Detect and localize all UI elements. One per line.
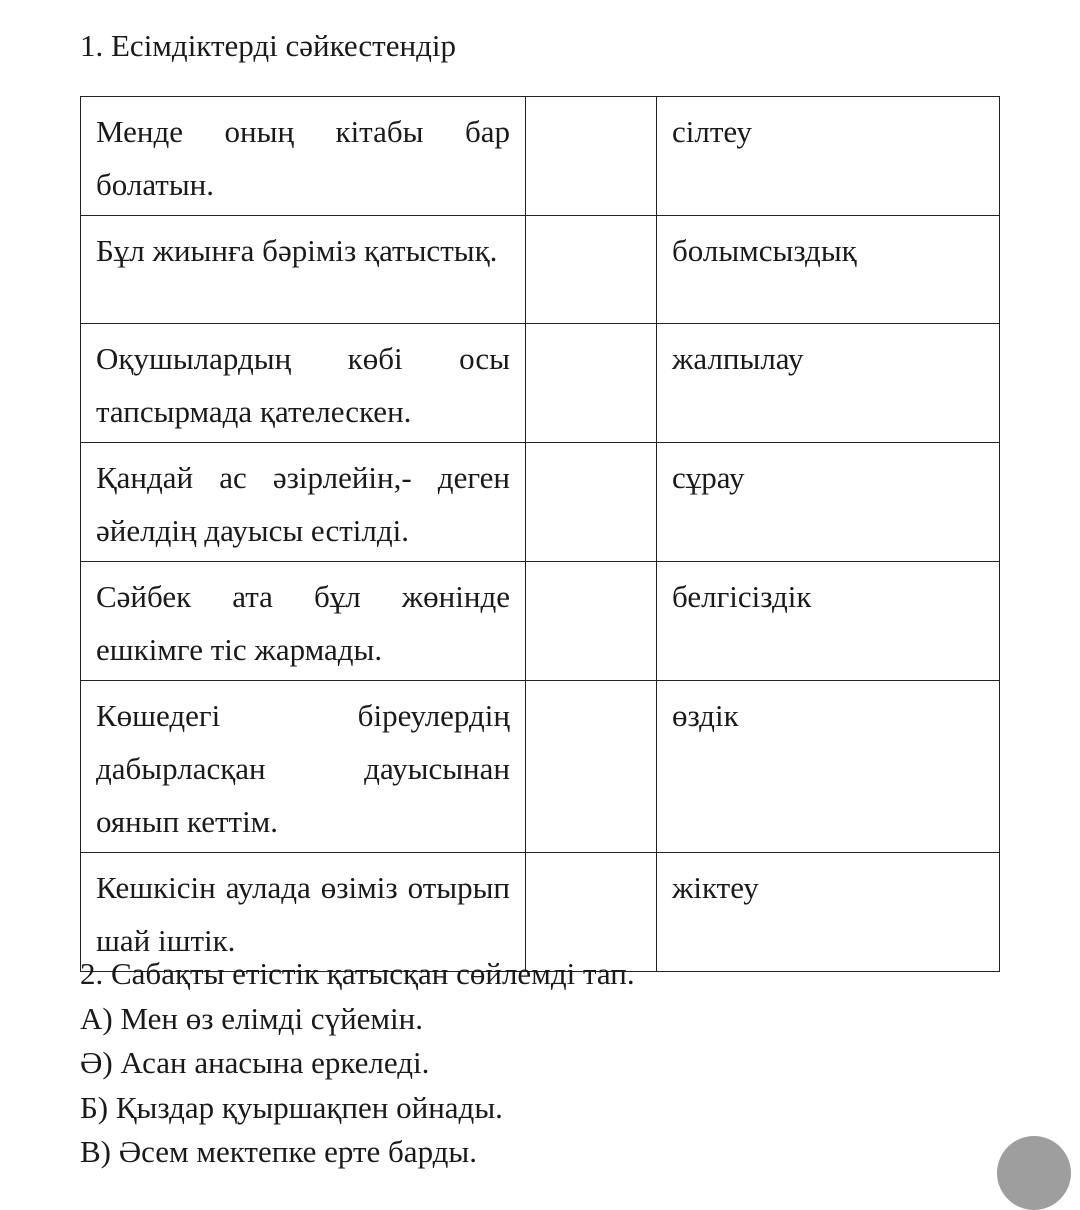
task-2-question: 2. Сабақты етістік қатысқан сөйлемді тап.	[80, 956, 635, 991]
sentence-cell: Оқушылардың көбі осы тапсырмада қателескен.	[81, 324, 526, 443]
table-row	[81, 97, 1000, 216]
answer-option-v: В) Әсем мектепке ерте барды.	[80, 1134, 478, 1169]
answer-cell	[526, 443, 657, 562]
matching-table	[80, 96, 1000, 972]
answer-option-ae: Ә) Асан анасына еркеледі.	[80, 1045, 430, 1080]
answer-cell	[526, 324, 657, 443]
answer-cell	[526, 562, 657, 681]
answer-option-a: А) Мен өз елімді сүйемін.	[80, 1000, 423, 1036]
table-row	[81, 324, 1000, 443]
table-row	[81, 681, 1000, 853]
floating-action-button[interactable]	[997, 1136, 1071, 1210]
sentence-cell: Қандай ас әзірлейін,- деген әйелдің дауысы естілді.	[81, 443, 526, 562]
table-row	[81, 216, 1000, 324]
answer-option-b: Б) Қыздар қуыршақпен ойнады.	[80, 1089, 503, 1125]
pronoun-type-cell: өздік	[657, 681, 1000, 853]
answer-cell	[526, 216, 657, 324]
sentence-cell: Менде оның кітабы бар болатын.	[81, 97, 526, 216]
task-2	[80, 952, 635, 1175]
pronoun-type-cell: сұрау	[657, 443, 1000, 562]
table-row	[81, 562, 1000, 681]
task-1-title: 1. Есімдіктерді сәйкестендір	[80, 28, 456, 63]
sentence-cell: Көшедегі біреулердің дабырласқан дауысынан оянып кеттім.	[81, 681, 526, 853]
table-row	[81, 443, 1000, 562]
pronoun-type-cell: жалпылау	[657, 324, 1000, 443]
sentence-cell: Сәйбек ата бұл жөнінде ешкімге тіс жармады.	[81, 562, 526, 681]
pronoun-type-cell: сілтеу	[657, 97, 1000, 216]
sentence-cell: Кешкісін аулада өзіміз отырып шай іштік.	[81, 853, 526, 972]
answer-cell	[526, 681, 657, 853]
answer-cell	[526, 97, 657, 216]
pronoun-type-cell: жіктеу	[657, 853, 1000, 972]
pronoun-type-cell: болымсыздық	[657, 216, 1000, 324]
sentence-cell: Бұл жиынға бәріміз қатыстық.	[81, 216, 526, 324]
pronoun-type-cell: белгісіздік	[657, 562, 1000, 681]
